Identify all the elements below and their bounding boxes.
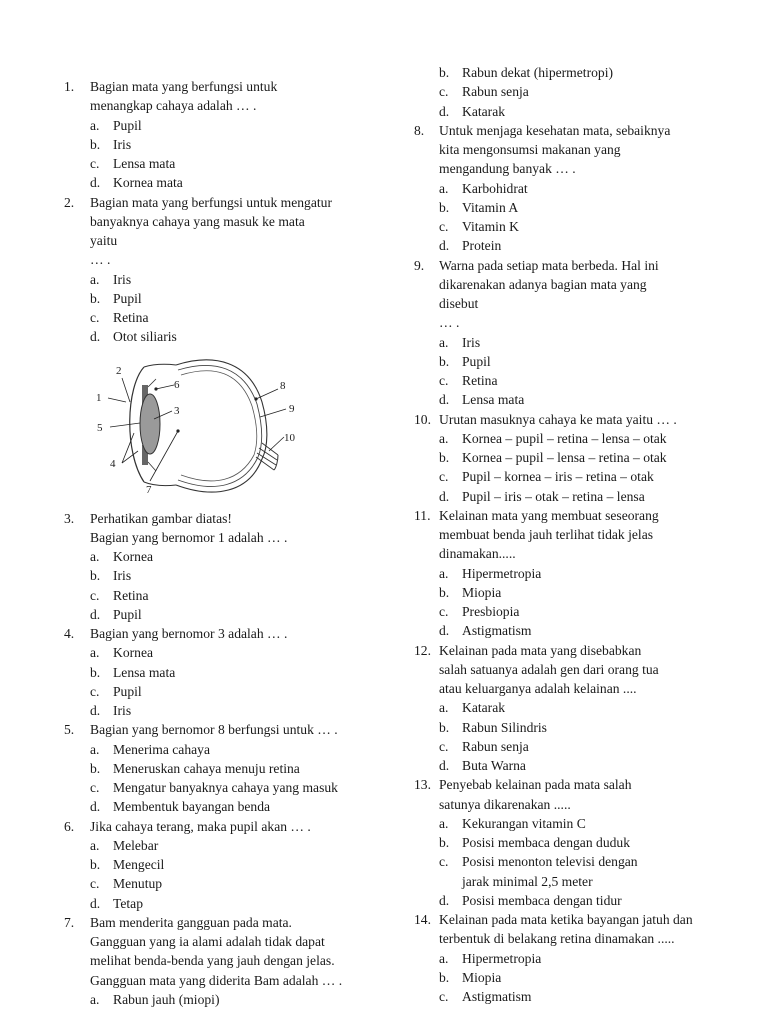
- option-letter: a.: [439, 430, 449, 446]
- option-text: Meneruskan cahaya menuju retina: [113, 760, 300, 776]
- question-text: menangkap cahaya adalah … .: [90, 98, 257, 114]
- answer-option: [64, 894, 394, 913]
- answer-option: [414, 814, 736, 833]
- answer-option: [414, 852, 736, 871]
- option-text: Rabun Silindris: [462, 719, 547, 735]
- question-block: [64, 193, 394, 270]
- question-text: yaitu: [90, 233, 118, 248]
- option-text: Rabun jauh (miopi): [113, 991, 220, 1007]
- question-line: [64, 77, 394, 96]
- option-text: Katarak: [462, 103, 506, 119]
- option-text: Iris: [113, 703, 132, 718]
- answer-option: [414, 179, 736, 198]
- question-number: 5.: [64, 722, 75, 738]
- answer-option: [414, 102, 736, 121]
- question-line: [414, 660, 736, 679]
- question-number: 9.: [414, 257, 425, 273]
- option-letter: d.: [90, 895, 101, 911]
- option-letter: b.: [90, 664, 101, 680]
- option-text: Otot siliaris: [113, 329, 177, 345]
- option-letter: b.: [90, 290, 101, 306]
- answer-option: [414, 82, 736, 101]
- answer-option: [64, 740, 394, 759]
- option-letter: a.: [439, 950, 449, 966]
- option-text: Menutup: [113, 876, 163, 892]
- right-column: [414, 63, 736, 1006]
- option-text: Hipermetropia: [462, 565, 542, 581]
- answer-option: [414, 718, 736, 737]
- answer-option: [414, 448, 736, 467]
- answer-option: [64, 547, 394, 566]
- option-letter: d.: [90, 329, 101, 345]
- question-block: [414, 506, 736, 564]
- label-4: 4: [110, 457, 116, 470]
- option-text: Pupil: [113, 290, 142, 306]
- option-letter: b.: [90, 136, 101, 152]
- option-letter: c.: [90, 310, 100, 325]
- option-text: Iris: [113, 271, 132, 287]
- option-letter: a.: [90, 645, 100, 661]
- option-letter: d.: [439, 238, 450, 254]
- question-number: 8.: [414, 122, 425, 138]
- option-text: Pupil: [113, 117, 142, 133]
- answer-option: [414, 371, 736, 390]
- question-block: [414, 410, 736, 429]
- option-letter: a.: [90, 837, 100, 853]
- question-text: Warna pada setiap mata berbeda. Hal ini: [439, 257, 659, 273]
- option-letter: b.: [439, 450, 450, 465]
- option-letter: a.: [90, 741, 100, 757]
- question-text: Jika cahaya terang, maka pupil akan … .: [90, 818, 311, 834]
- option-letter: a.: [439, 815, 449, 831]
- option-text: Kornea – pupil – retina – lensa – otak: [462, 430, 667, 446]
- label-7: 7: [146, 483, 152, 496]
- option-text: Iris: [113, 136, 132, 152]
- question-text: Penyebab kelainan pada mata salah: [439, 777, 632, 793]
- answer-option: [64, 701, 394, 720]
- question-line: [64, 951, 394, 970]
- label-6: 6: [174, 378, 180, 391]
- question-line: [414, 929, 736, 948]
- question-text: Untuk menjaga kesehatan mata, sebaiknya: [439, 122, 671, 138]
- question-number: 12.: [414, 642, 431, 658]
- option-letter: b.: [439, 835, 450, 850]
- answer-option: [414, 198, 736, 217]
- question-text: kita mengonsumsi makanan yang: [439, 142, 621, 157]
- question-text: mengandung banyak … .: [439, 161, 576, 177]
- answer-option: [414, 236, 736, 255]
- answer-option: [64, 270, 394, 289]
- question-line: [414, 121, 736, 140]
- question-number: 11.: [414, 507, 431, 523]
- question-line: [64, 932, 394, 951]
- option-letter: c.: [90, 683, 100, 699]
- option-text: Astigmatism: [462, 623, 532, 639]
- answer-option: [414, 602, 736, 621]
- option-text: Lensa mata: [462, 392, 525, 408]
- option-text: Miopia: [462, 969, 502, 985]
- question-line: [414, 294, 736, 313]
- question-text: … .: [90, 252, 111, 268]
- question-block: [64, 913, 394, 990]
- option-text: Retina: [462, 373, 498, 388]
- option-text: Retina: [113, 310, 149, 325]
- option-letter: d.: [90, 799, 101, 815]
- question-text: disebut: [439, 296, 479, 311]
- question-text: satunya dikarenakan .....: [439, 796, 571, 812]
- question-line: [414, 795, 736, 814]
- option-text: Rabun senja: [462, 738, 529, 754]
- answer-option: [64, 308, 394, 327]
- option-letter: d.: [439, 758, 450, 773]
- option-letter: d.: [90, 606, 101, 622]
- option-letter: b.: [439, 199, 450, 215]
- question-text: dikarenakan adanya bagian mata yang: [439, 276, 647, 292]
- option-text: Presbiopia: [462, 604, 520, 619]
- answer-option: [414, 698, 736, 717]
- question-line: [414, 641, 736, 660]
- option-letter: d.: [90, 175, 101, 191]
- question-line: [414, 525, 736, 544]
- answer-option: [64, 759, 394, 778]
- answer-option: [64, 643, 394, 662]
- option-text: Melebar: [113, 837, 159, 853]
- option-text: Vitamin K: [462, 219, 519, 234]
- question-text: Bagian mata yang berfungsi untuk mengatur: [90, 194, 332, 210]
- choroid-top: [178, 365, 262, 457]
- question-line: [64, 528, 394, 547]
- option-letter: d.: [439, 892, 450, 908]
- answer-option: [414, 891, 736, 910]
- answer-option: [64, 116, 394, 135]
- option-text: Lensa mata: [113, 156, 176, 171]
- answer-option: [414, 737, 736, 756]
- option-letter: b.: [439, 584, 450, 600]
- option-letter: c.: [439, 469, 449, 485]
- question-text: … .: [439, 315, 460, 331]
- question-text: atau keluarganya adalah kelainan ....: [439, 681, 637, 696]
- question-block: [64, 77, 394, 116]
- option-letter: c.: [439, 854, 449, 870]
- option-letter: c.: [439, 738, 449, 754]
- answer-option: [64, 990, 394, 1009]
- option-letter: a.: [90, 117, 100, 133]
- option-continuation: jarak minimal 2,5 meter: [462, 873, 593, 889]
- option-letter: b.: [439, 65, 450, 80]
- answer-option: [414, 467, 736, 486]
- question-text: Kelainan pada mata ketika bayangan jatuh dan: [439, 912, 693, 927]
- answer-option: [414, 487, 736, 506]
- option-text: Katarak: [462, 700, 506, 716]
- question-text: Urutan masuknya cahaya ke mata yaitu … .: [439, 411, 677, 427]
- question-text: Bagian yang bernomor 3 adalah … .: [90, 626, 288, 641]
- option-text: Lensa mata: [113, 664, 176, 680]
- question-block: [64, 509, 394, 548]
- sclera-outer-bottom: [176, 459, 262, 492]
- answer-option: [64, 586, 394, 605]
- answer-option: [64, 154, 394, 173]
- question-line: [64, 509, 394, 528]
- answer-option: [414, 63, 736, 82]
- question-block: [64, 624, 394, 643]
- question-line: [414, 775, 736, 794]
- option-text: Kornea: [113, 645, 154, 661]
- question-text: banyaknya cahaya yang masuk ke mata: [90, 213, 305, 229]
- question-line: [64, 913, 394, 932]
- option-letter: c.: [439, 219, 449, 234]
- answer-option: [64, 836, 394, 855]
- option-text: Kornea: [113, 549, 154, 564]
- option-text: Buta Warna: [462, 758, 526, 773]
- option-text: Pupil – kornea – iris – retina – otak: [462, 469, 654, 485]
- option-text: Mengatur banyaknya cahaya yang masuk: [113, 780, 338, 795]
- option-letter: c.: [90, 876, 100, 892]
- answer-option: [414, 968, 736, 987]
- question-text: Bagian yang bernomor 1 adalah … .: [90, 529, 288, 545]
- question-line: [64, 971, 394, 990]
- answer-option: [414, 390, 736, 409]
- label-5: 5: [97, 421, 103, 434]
- question-text: Gangguan yang ia alami adalah tidak dapat: [90, 934, 325, 949]
- answer-option: [414, 621, 736, 640]
- option-letter: c.: [439, 989, 449, 1004]
- question-block: [414, 641, 736, 699]
- answer-option: [64, 874, 394, 893]
- question-text: dinamakan.....: [439, 546, 516, 562]
- answer-option: [414, 987, 736, 1006]
- answer-option: [64, 566, 394, 585]
- option-letter: c.: [90, 780, 100, 795]
- option-letter: b.: [439, 719, 450, 735]
- question-number: 13.: [414, 777, 431, 793]
- option-letter: a.: [90, 991, 100, 1007]
- question-line: [64, 96, 394, 115]
- option-letter: b.: [439, 353, 450, 369]
- option-text: Mengecil: [113, 857, 165, 872]
- answer-option: [414, 217, 736, 236]
- option-letter: d.: [439, 392, 450, 408]
- question-number: 14.: [414, 912, 431, 927]
- answer-option: [64, 778, 394, 797]
- label-1: 1: [96, 391, 102, 404]
- answer-option: [414, 564, 736, 583]
- option-text: Kornea mata: [113, 175, 183, 191]
- question-line: [64, 817, 394, 836]
- question-line: [64, 231, 394, 250]
- answer-option: [414, 429, 736, 448]
- option-letter: c.: [439, 84, 449, 100]
- option-letter: c.: [439, 604, 449, 619]
- question-block: [414, 910, 736, 949]
- answer-option: [64, 663, 394, 682]
- answer-option: [414, 949, 736, 968]
- option-text: Protein: [462, 238, 502, 254]
- question-line: [414, 159, 736, 178]
- option-text: Iris: [462, 334, 481, 350]
- question-text: salah satuanya adalah gen dari orang tua: [439, 661, 659, 677]
- answer-option: [414, 352, 736, 371]
- option-letter: a.: [439, 700, 449, 716]
- option-text: Vitamin A: [462, 199, 519, 215]
- question-number: 7.: [64, 914, 75, 930]
- question-line: [414, 410, 736, 429]
- question-block: [414, 121, 736, 179]
- label-10: 10: [284, 431, 295, 444]
- answer-option: [64, 289, 394, 308]
- question-line: [414, 679, 736, 698]
- option-letter: d.: [439, 623, 450, 639]
- option-text: Rabun senja: [462, 84, 529, 100]
- option-text: Rabun dekat (hipermetropi): [462, 65, 613, 80]
- option-letter: b.: [90, 857, 101, 872]
- question-text: Kelainan pada mata yang disebabkan: [439, 642, 642, 658]
- answer-option: [414, 756, 736, 775]
- question-text: Bagian yang bernomor 8 berfungsi untuk … .: [90, 722, 338, 738]
- option-letter: b.: [439, 969, 450, 985]
- option-text: Pupil – iris – otak – retina – lensa: [462, 488, 645, 504]
- option-letter: a.: [90, 271, 100, 287]
- option-text: Tetap: [113, 895, 143, 911]
- eye-diagram: [64, 347, 394, 509]
- lens-shape: [140, 394, 160, 454]
- question-line: [414, 910, 736, 929]
- option-text: Karbohidrat: [462, 180, 528, 196]
- option-text: Pupil: [113, 606, 142, 622]
- question-line: [414, 506, 736, 525]
- question-block: [64, 817, 394, 836]
- answer-option: [64, 173, 394, 192]
- question-line: [414, 313, 736, 332]
- question-line: [64, 250, 394, 269]
- answer-option: [64, 855, 394, 874]
- question-number: 3.: [64, 510, 75, 526]
- option-letter: c.: [439, 373, 449, 388]
- question-number: 6.: [64, 818, 75, 834]
- question-line: [64, 193, 394, 212]
- option-text: Astigmatism: [462, 989, 532, 1004]
- answer-option: [64, 682, 394, 701]
- option-text: Posisi membaca dengan tidur: [462, 892, 622, 908]
- question-line: [64, 212, 394, 231]
- option-text: Membentuk bayangan benda: [113, 799, 271, 815]
- option-text: Retina: [113, 587, 149, 603]
- option-letter: a.: [90, 549, 100, 564]
- option-letter: b.: [90, 568, 101, 584]
- question-text: melihat benda-benda yang jauh dengan jelas.: [90, 953, 335, 969]
- left-column: [64, 77, 394, 1009]
- question-text: Bam menderita gangguan pada mata.: [90, 914, 292, 930]
- question-number: 4.: [64, 626, 75, 641]
- question-line: [414, 140, 736, 159]
- question-text: Gangguan mata yang diderita Bam adalah … .: [90, 972, 343, 988]
- option-letter: d.: [90, 703, 101, 718]
- question-line: [64, 720, 394, 739]
- option-text: Posisi menonton televisi dengan: [462, 854, 638, 870]
- option-text: Pupil: [113, 683, 142, 699]
- question-text: Perhatikan gambar diatas!: [90, 510, 232, 526]
- question-number: 1.: [64, 79, 75, 94]
- option-letter: d.: [439, 103, 450, 119]
- option-letter: a.: [439, 565, 449, 581]
- option-letter: a.: [439, 180, 449, 196]
- label-9: 9: [289, 402, 295, 415]
- question-block: [414, 775, 736, 814]
- option-letter: b.: [90, 760, 101, 776]
- retina-bottom: [181, 455, 254, 481]
- question-text: Bagian mata yang berfungsi untuk: [90, 79, 278, 94]
- option-text: Miopia: [462, 584, 502, 600]
- question-block: [414, 256, 736, 333]
- answer-option: [414, 333, 736, 352]
- answer-option: [414, 833, 736, 852]
- question-number: 10.: [414, 411, 431, 427]
- option-text: Menerima cahaya: [113, 741, 210, 757]
- eye-cross-section-figure: [64, 347, 394, 509]
- option-letter: d.: [439, 488, 450, 504]
- option-text: Kekurangan vitamin C: [462, 815, 586, 831]
- question-line: [414, 275, 736, 294]
- option-text: Kornea – pupil – lensa – retina – otak: [462, 450, 667, 465]
- question-text: membuat benda jauh terlihat tidak jelas: [439, 527, 654, 542]
- answer-option: [64, 605, 394, 624]
- question-block: [64, 720, 394, 739]
- answer-option: [64, 327, 394, 346]
- question-number: 2.: [64, 194, 75, 210]
- question-line: [414, 256, 736, 275]
- option-text: Pupil: [462, 353, 491, 369]
- answer-option: [414, 583, 736, 602]
- option-letter: c.: [90, 587, 100, 603]
- question-text: Kelainan mata yang membuat seseorang: [439, 507, 659, 523]
- option-text: Iris: [113, 568, 132, 584]
- answer-option: [64, 135, 394, 154]
- option-letter: a.: [439, 334, 449, 350]
- option-text: Posisi membaca dengan duduk: [462, 835, 631, 850]
- label-8: 8: [280, 379, 286, 392]
- question-line: [64, 624, 394, 643]
- option-text: Hipermetropia: [462, 950, 542, 966]
- question-line: [414, 544, 736, 563]
- question-text: terbentuk di belakang retina dinamakan .....: [439, 931, 675, 947]
- label-3: 3: [174, 404, 180, 417]
- label-2: 2: [116, 364, 122, 377]
- answer-option: [64, 797, 394, 816]
- option-letter: c.: [90, 156, 100, 171]
